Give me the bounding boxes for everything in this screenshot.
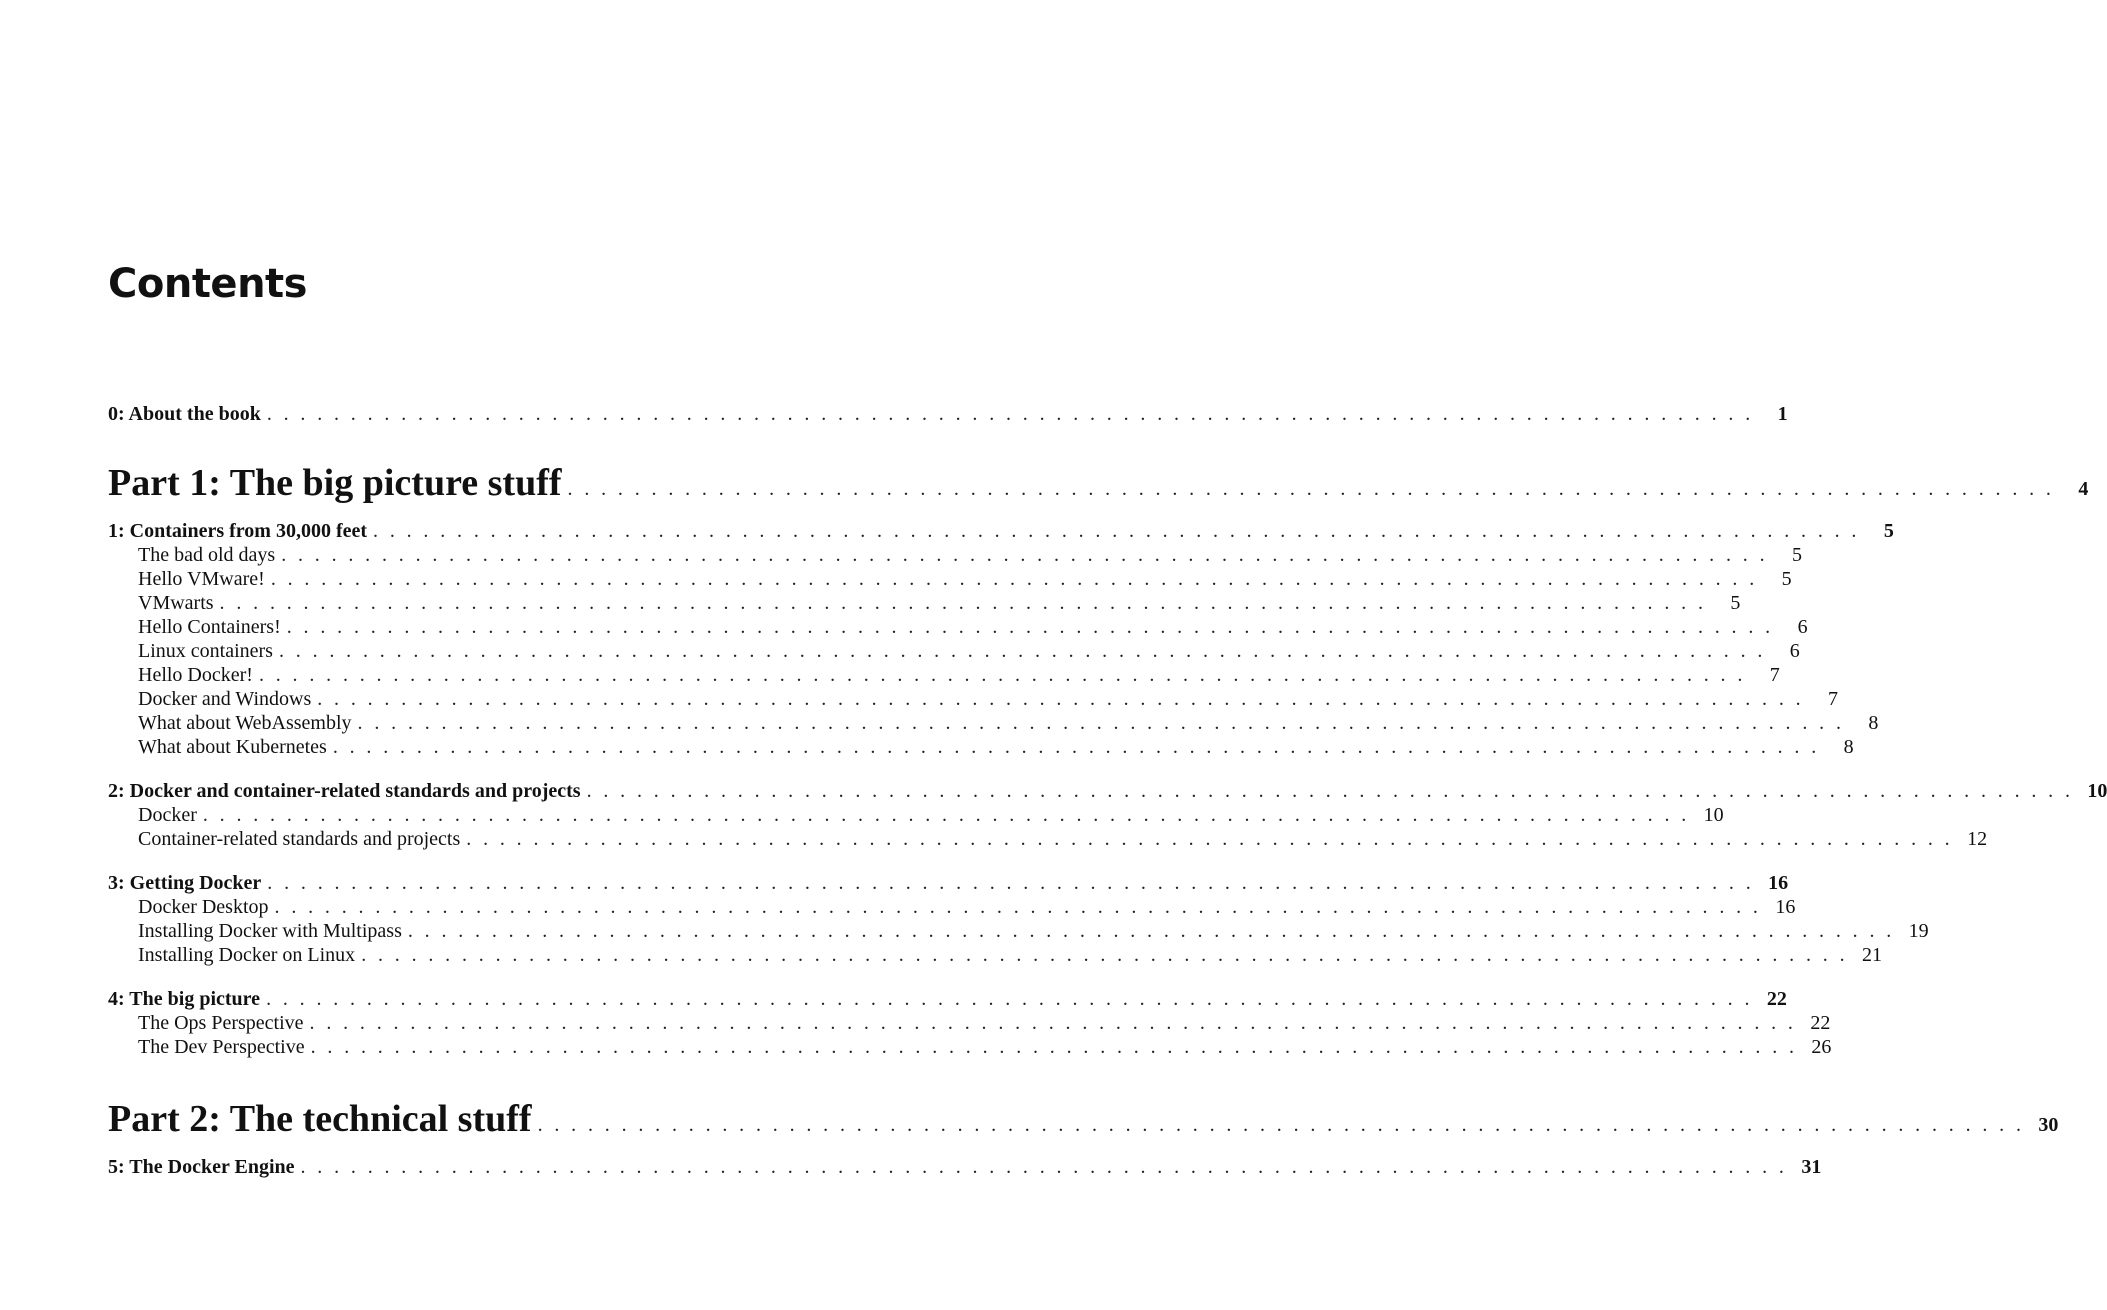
dot-leader: . . . . . . . . . . . . . . . . . . . . . . . . . . . . . . . . . . . . . . . . . . . . . . . . . . . . . . . . . . . . . . . . . . . . . . . . . . . . . . . . . . . . . . . . . bbox=[373, 520, 1860, 542]
page-title: Contents bbox=[108, 261, 307, 307]
dot-leader: . . . . . . . . . . . . . . . . . . . . . . . . . . . . . . . . . . . . . . . . . . . . . . . . . . . . . . . . . . . . . . . . . . . . . . . . . . . . . . . . . . . . . . . . . bbox=[267, 872, 1755, 894]
toc-page-number: 31 bbox=[1801, 1156, 1822, 1178]
dot-leader: . . . . . . . . . . . . . . . . . . . . . . . . . . . . . . . . . . . . . . . . . . . . . . . . . . . . . . . . . . . . . . . . . . . . . . . . . . . . . . . . . . . . . . . . . bbox=[258, 664, 1746, 686]
toc-chapter-3[interactable] bbox=[108, 871, 1789, 895]
toc-entry-label: VMwarts bbox=[138, 592, 214, 614]
toc-section[interactable] bbox=[108, 919, 1929, 943]
toc-page-number: 6 bbox=[1797, 616, 1808, 638]
toc-entry-label: Linux containers bbox=[138, 640, 273, 662]
toc-page-number: 5 bbox=[1883, 520, 1894, 542]
toc-entry-label: Installing Docker with Multipass bbox=[138, 920, 402, 942]
toc-page-number: 7 bbox=[1828, 688, 1839, 710]
toc-chapter-about[interactable] bbox=[108, 402, 1788, 426]
toc-page-number: 22 bbox=[1766, 988, 1787, 1010]
dot-leader: . . . . . . . . . . . . . . . . . . . . . . . . . . . . . . . . . . . . . . . . . . . . . . . . . . . . . . . . . . . . . . . . . . . . . . . . . . . . . . . . . . . . . . . . . bbox=[317, 688, 1805, 710]
toc-section[interactable] bbox=[108, 943, 1882, 967]
toc-entry-label: The Dev Perspective bbox=[138, 1036, 305, 1058]
toc-chapter-5[interactable] bbox=[108, 1155, 1822, 1179]
toc-entry-label: Docker Desktop bbox=[138, 896, 269, 918]
toc-page-number: 4 bbox=[2078, 478, 2089, 500]
toc-page-number: 5 bbox=[1792, 544, 1802, 566]
toc-entry-label: Hello Containers! bbox=[138, 616, 281, 638]
toc-page-number: 22 bbox=[1810, 1012, 1831, 1034]
toc-section[interactable] bbox=[108, 687, 1839, 711]
toc-entry-label: The bad old days bbox=[138, 544, 276, 566]
dot-leader: . . . . . . . . . . . . . . . . . . . . . . . . . . . . . . . . . . . . . . . . . . . . . . . . . . . . . . . . . . . . . . . . . . . . . . . . . . . . . . . . . . . . . . . . . bbox=[300, 1156, 1788, 1178]
dot-leader: . . . . . . . . . . . . . . . . . . . . . . . . . . . . . . . . . . . . . . . . . . . . . . . . . . . . . . . . . . . . . . . . . . . . . . . . . . . . . . . . . . . . . . . . . bbox=[278, 640, 1766, 662]
dot-leader: . . . . . . . . . . . . . . . . . . . . . . . . . . . . . . . . . . . . . . . . . . . . . . . . . . . . . . . . . . . . . . . . . . . . . . . . . . . . . . . . . . . . . . . . . bbox=[274, 896, 1762, 918]
toc-part-2[interactable] bbox=[108, 1096, 2059, 1148]
toc-section[interactable] bbox=[108, 543, 1802, 567]
toc-page-number: 16 bbox=[1768, 872, 1789, 894]
toc-section[interactable] bbox=[108, 615, 1808, 639]
dot-leader: . . . . . . . . . . . . . . . . . . . . . . . . . . . . . . . . . . . . . . . . . . . . . . . . . . . . . . . . . . . . . . . . . . . . . . . . . . . . . . . . . . . . . . . . . bbox=[266, 403, 1754, 425]
toc-part-label: Part 2: The technical stuff bbox=[108, 1098, 532, 1140]
dot-leader: . . . . . . . . . . . . . . . . . . . . . . . . . . . . . . . . . . . . . . . . . . . . . . . . . . . . . . . . . . . . . . . . . . . . . . . . . . . . . . . . . . . . . . . . . bbox=[357, 712, 1845, 734]
toc-section[interactable] bbox=[108, 895, 1796, 919]
dot-leader: . . . . . . . . . . . . . . . . . . . . . . . . . . . . . . . . . . . . . . . . . . . . . . . . . . . . . . . . . . . . . . . . . . . . . . . . . . . . . . . . . . . . . . . . . bbox=[310, 1036, 1798, 1058]
toc-entry-label: The Ops Perspective bbox=[138, 1012, 304, 1034]
dot-leader: . . . . . . . . . . . . . . . . . . . . . . . . . . . . . . . . . . . . . . . . . . . . . . . . . . . . . . . . . . . . . . . . . . . . . . . . . . . . . . . . . . . . . . . . . bbox=[361, 944, 1848, 966]
dot-leader: . . . . . . . . . . . . . . . . . . . . . . . . . . . . . . . . . . . . . . . . . . . . . . . . . . . . . . . . . . . . . . . . . . . . . . . . . . . . . . . . . . . . . . . . . bbox=[537, 1114, 2025, 1136]
toc-section[interactable] bbox=[108, 663, 1780, 687]
toc-page-number: 21 bbox=[1862, 944, 1882, 966]
toc-section[interactable] bbox=[108, 1011, 1831, 1035]
dot-leader: . . . . . . . . . . . . . . . . . . . . . . . . . . . . . . . . . . . . . . . . . . . . . . . . . . . . . . . . . . . . . . . . . . . . . . . . . . . . . . . . . . . . . . . . . bbox=[270, 568, 1758, 590]
toc-section[interactable] bbox=[108, 1035, 1832, 1059]
dot-leader: . . . . . . . . . . . . . . . . . . . . . . . . . . . . . . . . . . . . . . . . . . . . . . . . . . . . . . . . . . . . . . . . . . . . . . . . . . . . . . . . . . . . . . . . . bbox=[286, 616, 1774, 638]
dot-leader: . . . . . . . . . . . . . . . . . . . . . . . . . . . . . . . . . . . . . . . . . . . . . . . . . . . . . . . . . . . . . . . . . . . . . . . . . . . . . . . . . . . . . . . . . bbox=[567, 478, 2055, 500]
dot-leader: . . . . . . . . . . . . . . . . . . . . . . . . . . . . . . . . . . . . . . . . . . . . . . . . . . . . . . . . . . . . . . . . . . . . . . . . . . . . . . . . . . . . . . . . . bbox=[219, 592, 1707, 614]
toc-entry-label: 5: The Docker Engine bbox=[108, 1156, 295, 1178]
toc-entry-label: 3: Getting Docker bbox=[108, 872, 262, 894]
toc-page-number: 26 bbox=[1811, 1036, 1832, 1058]
toc-page-number: 19 bbox=[1908, 920, 1929, 942]
toc-entry-label: Container-related standards and projects bbox=[138, 828, 461, 850]
toc-entry-label: 4: The big picture bbox=[108, 988, 261, 1010]
toc-section[interactable] bbox=[108, 735, 1854, 759]
toc-entry-label: 2: Docker and container-related standards and projects bbox=[108, 780, 581, 802]
toc-entry-label: What about WebAssembly bbox=[138, 712, 352, 734]
dot-leader: . . . . . . . . . . . . . . . . . . . . . . . . . . . . . . . . . . . . . . . . . . . . . . . . . . . . . . . . . . . . . . . . . . . . . . . . . . . . . . . . . . . . . . . . . bbox=[309, 1012, 1797, 1034]
toc-entry-label: 0: About the book bbox=[108, 403, 261, 425]
toc-entry-label: Installing Docker on Linux bbox=[138, 944, 356, 966]
toc-part-1[interactable] bbox=[108, 460, 2089, 512]
toc-chapter-2[interactable] bbox=[108, 779, 2107, 803]
toc-section[interactable] bbox=[108, 803, 1724, 827]
dot-leader: . . . . . . . . . . . . . . . . . . . . . . . . . . . . . . . . . . . . . . . . . . . . . . . . . . . . . . . . . . . . . . . . . . . . . . . . . . . . . . . . . . . . . . . . . bbox=[407, 920, 1895, 942]
toc-entry-label: 1: Containers from 30,000 feet bbox=[108, 520, 368, 542]
toc-page-number: 5 bbox=[1781, 568, 1792, 590]
toc-section[interactable] bbox=[108, 711, 1879, 735]
toc-part-label: Part 1: The big picture stuff bbox=[108, 462, 562, 504]
dot-leader: . . . . . . . . . . . . . . . . . . . . . . . . . . . . . . . . . . . . . . . . . . . . . . . . . . . . . . . . . . . . . . . . . . . . . . . . . . . . . . . . . . . . . . . . . bbox=[281, 544, 1768, 566]
dot-leader: . . . . . . . . . . . . . . . . . . . . . . . . . . . . . . . . . . . . . . . . . . . . . . . . . . . . . . . . . . . . . . . . . . . . . . . . . . . . . . . . . . . . . . . . . bbox=[466, 828, 1954, 850]
toc-page-number: 5 bbox=[1730, 592, 1741, 614]
dot-leader: . . . . . . . . . . . . . . . . . . . . . . . . . . . . . . . . . . . . . . . . . . . . . . . . . . . . . . . . . . . . . . . . . . . . . . . . . . . . . . . . . . . . . . . . . bbox=[202, 804, 1690, 826]
toc-entry-label: What about Kubernetes bbox=[138, 736, 327, 758]
toc-entry-label: Docker and Windows bbox=[138, 688, 312, 710]
dot-leader: . . . . . . . . . . . . . . . . . . . . . . . . . . . . . . . . . . . . . . . . . . . . . . . . . . . . . . . . . . . . . . . . . . . . . . . . . . . . . . . . . . . . . . . . . bbox=[266, 988, 1753, 1010]
table-of-contents bbox=[108, 0, 2107, 1310]
toc-section[interactable] bbox=[108, 567, 1792, 591]
toc-page-number: 6 bbox=[1789, 640, 1800, 662]
toc-chapter-4[interactable] bbox=[108, 987, 1787, 1011]
dot-leader: . . . . . . . . . . . . . . . . . . . . . . . . . . . . . . . . . . . . . . . . . . . . . . . . . . . . . . . . . . . . . . . . . . . . . . . . . . . . . . . . . . . . . . . . . bbox=[586, 780, 2074, 802]
toc-page-number: 16 bbox=[1775, 896, 1796, 918]
toc-section[interactable] bbox=[108, 827, 1988, 851]
toc-page-number: 8 bbox=[1868, 712, 1879, 734]
toc-section[interactable] bbox=[108, 591, 1741, 615]
toc-entry-label: Hello VMware! bbox=[138, 568, 265, 590]
toc-entry-label: Hello Docker! bbox=[138, 664, 253, 686]
toc-section[interactable] bbox=[108, 639, 1800, 663]
toc-page-number: 10 bbox=[1703, 804, 1724, 826]
toc-entry-label: Docker bbox=[138, 804, 197, 826]
toc-page-number: 1 bbox=[1777, 403, 1788, 425]
toc-page-number: 12 bbox=[1967, 828, 1988, 850]
toc-page-number: 30 bbox=[2038, 1114, 2059, 1136]
dot-leader: . . . . . . . . . . . . . . . . . . . . . . . . . . . . . . . . . . . . . . . . . . . . . . . . . . . . . . . . . . . . . . . . . . . . . . . . . . . . . . . . . . . . . . . . . bbox=[332, 736, 1820, 758]
toc-page-number: 7 bbox=[1769, 664, 1780, 686]
toc-page-number: 8 bbox=[1843, 736, 1854, 758]
toc-chapter-1[interactable] bbox=[108, 519, 1894, 543]
toc-page-number: 10 bbox=[2087, 780, 2107, 802]
